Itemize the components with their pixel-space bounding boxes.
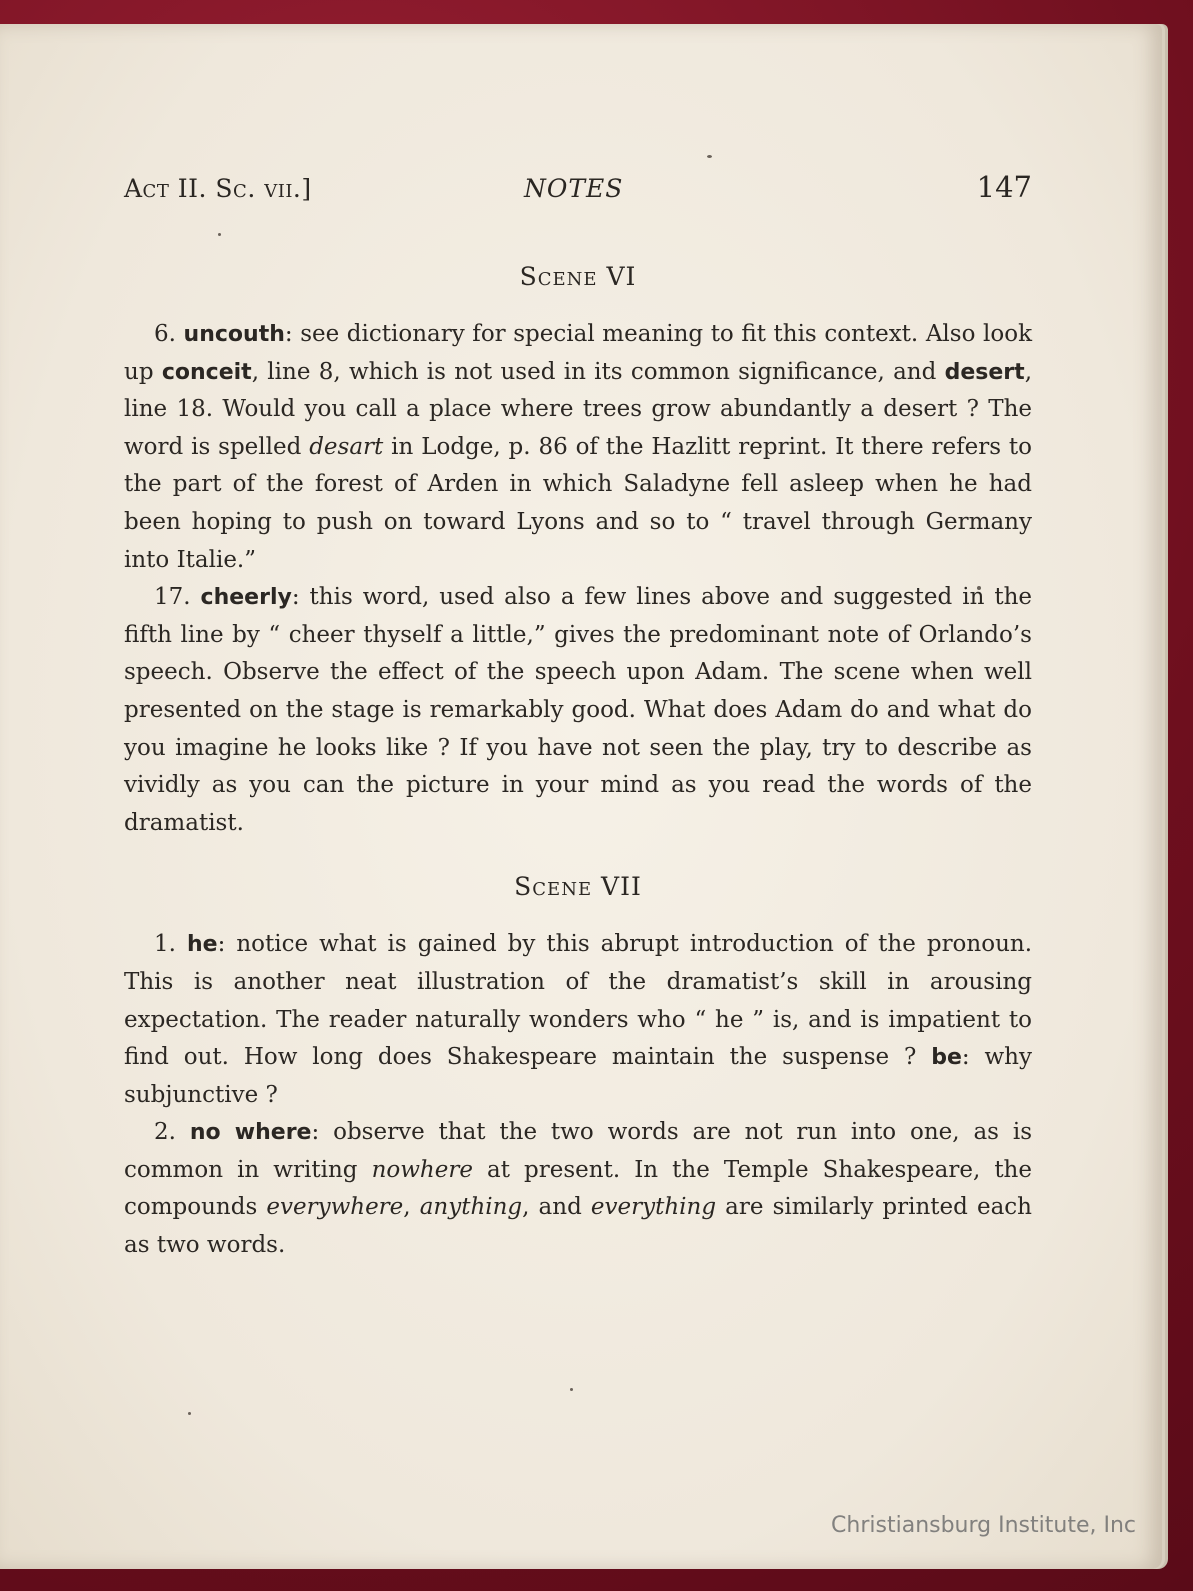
keyword: he: [186, 932, 218, 958]
note-paragraph: 6. uncouth: see dictionary for special meaning to fit this context. Also look up conceit, line 8, which is not used in its common significance, and desert, line 18. Would you call a place where trees grow abundantly a desert ? The word is spelled desart in Lodge, p. 86 of the Hazlitt reprint. It there refers to the part of the forest of Arden in which Saladyne fell asleep when he had been hoping to push on toward Lyons and so to “ travel through Germany into Italie.”: [124, 321, 1033, 573]
keyword: be: [931, 1045, 962, 1071]
ink-speck: [570, 1388, 573, 1391]
italic-term: desart: [309, 433, 384, 460]
note-paragraph: 17. cheerly: this word, used also a few lines above and suggested in the fifth line by “ cheer thyself a little,” gives the predominant note of Orlando’s speech. Observe the effect of the speech upon Adam. The scene when well presented on the stage is remarkably good. What does Adam do and what do you imagine he looks like ? If you have not seen the play, try to describe as vividly as you can the picture in your mind as you read the words of the dramatist.: [124, 584, 1033, 836]
page-number: 147: [976, 170, 1032, 204]
notes-body: [124, 258, 1032, 1265]
keyword: cheerly: [200, 585, 292, 611]
italic-term: anything: [419, 1194, 523, 1221]
italic-term: everywhere: [266, 1194, 404, 1221]
keyword: uncouth: [183, 322, 285, 347]
scene-vi-heading: Scene VI: [519, 262, 637, 291]
keyword: conceit: [161, 359, 252, 385]
italic-term: nowhere: [371, 1156, 473, 1183]
ink-speck: [218, 233, 221, 236]
header-title: NOTES: [524, 174, 624, 203]
page-header: [124, 170, 1032, 210]
ink-speck: [707, 155, 712, 158]
italic-term: everything: [590, 1194, 717, 1221]
note-paragraph: 1. he: notice what is gained by this abrupt introduction of the pronoun. This is another neat illustration of the dramatist’s skill in arousing expectation. The reader naturally wonders who “ he ” is, and is impatient to find out. How long does Shakespeare maintain the suspense ? be: why subjunctive ?: [124, 931, 1033, 1108]
keyword: no where: [189, 1120, 312, 1146]
running-head: Act II. Sc. vii.]: [124, 174, 312, 203]
ink-speck: [188, 1412, 191, 1415]
scene-vii-heading: Scene VII: [514, 872, 642, 902]
watermark-credit: Christiansburg Institute, Inc: [831, 1513, 1136, 1538]
note-paragraph: 2. no where: observe that the two words are not run into one, as is common in writing nowhere at present. In the Temple Shakespeare, the compounds everywhere, anything, and everything are similarly printed each as two words.: [124, 1119, 1032, 1259]
keyword: desert: [944, 359, 1025, 385]
